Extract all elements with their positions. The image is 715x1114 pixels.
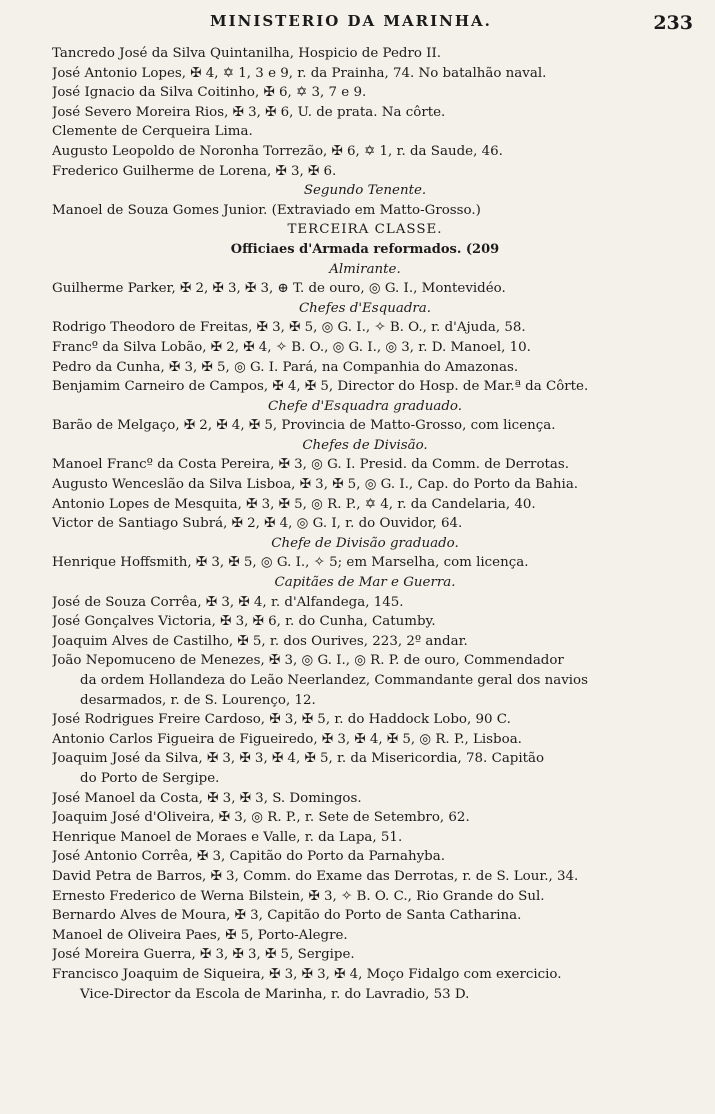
entry-line: Manoel de Oliveira Paes, ✠ 5, Porto-Alegre. <box>52 927 348 943</box>
entry-line: Joaquim Alves de Castilho, ✠ 5, r. dos Ourives, 223, 2º andar. <box>52 633 468 649</box>
entry-line: José Rodrigues Freire Cardoso, ✠ 3, ✠ 5, r. do Haddock Lobo, 90 C. <box>52 712 511 728</box>
entry-line: David Petra de Barros, ✠ 3, Comm. do Exame das Derrotas, r. de S. Lour., 34. <box>52 868 579 884</box>
running-head: MINISTERIO DA MARINHA. <box>210 12 492 30</box>
entry-line: Manoel Francº da Costa Pereira, ✠ 3, ◎ G. I. Presid. da Comm. de Derrotas. <box>52 457 570 473</box>
entry-line: Henrique Hoffsmith, ✠ 3, ✠ 5, ◎ G. I., ✧ 5; em Marselha, com licença. <box>52 555 529 571</box>
entry-line: Francisco Joaquim de Siqueira, ✠ 3, ✠ 3, ✠ 4, Moço Fidalgo com exercicio. <box>52 966 562 982</box>
entry-continuation-line: do Porto de Sergipe. <box>80 770 220 786</box>
entry-line: João Nepomuceno de Menezes, ✠ 3, ◎ G. I., ◎ R. P. de ouro, Commendador <box>52 653 564 669</box>
entry-continuation-line: Vice-Director da Escola de Marinha, r. do Lavradio, 53 D. <box>80 986 470 1002</box>
entry-line: Antonio Carlos Figueira de Figueiredo, ✠ 3, ✠ 4, ✠ 5, ◎ R. P., Lisboa. <box>52 731 522 747</box>
entry-line: Francº da Silva Lobão, ✠ 2, ✠ 4, ✧ B. O., ◎ G. I., ◎ 3, r. D. Manoel, 10. <box>52 339 531 355</box>
entry-line: Barão de Melgaço, ✠ 2, ✠ 4, ✠ 5, Provincia de Matto-Grosso, com licença. <box>52 418 556 434</box>
entry-line: Frederico Guilherme de Lorena, ✠ 3, ✠ 6. <box>52 163 337 179</box>
section-subheading: Segundo Tenente. <box>303 183 427 199</box>
class-heading: TERCEIRA CLASSE. <box>287 222 443 238</box>
entry-line: José Severo Moreira Rios, ✠ 3, ✠ 6, U. de prata. Na côrte. <box>52 104 446 120</box>
entry-line: Antonio Lopes de Mesquita, ✠ 3, ✠ 5, ◎ R. P., ✡ 4, r. da Candelaria, 40. <box>52 496 536 512</box>
entry-line: Clemente de Cerqueira Lima. <box>52 124 253 140</box>
text-body <box>52 44 702 1004</box>
entry-line: Ernesto Frederico de Werna Bilstein, ✠ 3, ✧ B. O. C., Rio Grande do Sul. <box>52 888 545 904</box>
entry-line: Augusto Wenceslão da Silva Lisboa, ✠ 3, ✠ 5, ◎ G. I., Cap. do Porto da Bahia. <box>52 477 579 493</box>
section-heading: Officiaes d'Armada reformados. (209 <box>230 241 500 257</box>
entry-line: José Manoel da Costa, ✠ 3, ✠ 3, S. Domingos. <box>52 790 362 806</box>
entry-line: Guilherme Parker, ✠ 2, ✠ 3, ✠ 3, ⊕ T. de ouro, ◎ G. I., Montevidéo. <box>52 281 506 297</box>
entry-line: José Antonio Lopes, ✠ 4, ✡ 1, 3 e 9, r. da Prainha, 74. No batalhão naval. <box>52 65 547 81</box>
entry-line: Bernardo Alves de Moura, ✠ 3, Capitão do Porto de Santa Catharina. <box>52 908 522 924</box>
entry-line: Manoel de Souza Gomes Junior. (Extraviado em Matto-Grosso.) <box>52 202 481 218</box>
entry-line: José de Souza Corrêa, ✠ 3, ✠ 4, r. d'Alfandega, 145. <box>52 594 404 610</box>
section-subheading: Chefe de Divisão graduado. <box>271 535 459 551</box>
section-subheading: Chefes d'Esquadra. <box>298 300 432 316</box>
entry-line: José Gonçalves Victoria, ✠ 3, ✠ 6, r. do Cunha, Catumby. <box>52 614 436 630</box>
entry-continuation-line: da ordem Hollandeza do Leão Neerlandez, Commandante geral dos navios <box>80 673 588 688</box>
entry-line: José Ignacio da Silva Coitinho, ✠ 6, ✡ 3, 7 e 9. <box>52 85 367 101</box>
section-subheading: Capitães de Mar e Guerra. <box>274 575 456 591</box>
entry-line: Henrique Manoel de Moraes e Valle, r. da Lapa, 51. <box>52 829 403 845</box>
entry-line: Rodrigo Theodoro de Freitas, ✠ 3, ✠ 5, ◎ G. I., ✧ B. O., r. d'Ajuda, 58. <box>52 320 526 336</box>
section-subheading: Chefe d'Esquadra graduado. <box>267 398 462 414</box>
entry-line: Tancredo José da Silva Quintanilha, Hospicio de Pedro II. <box>52 46 442 61</box>
entry-line: Augusto Leopoldo de Noronha Torrezão, ✠ 6, ✡ 1, r. da Saude, 46. <box>52 143 503 159</box>
entry-line: Joaquim José da Silva, ✠ 3, ✠ 3, ✠ 4, ✠ 5, r. da Misericordia, 78. Capitão <box>52 751 545 767</box>
section-subheading: Almirante. <box>329 261 401 277</box>
entry-line: Joaquim José d'Oliveira, ✠ 3, ◎ R. P., r. Sete de Setembro, 62. <box>52 810 470 826</box>
entry-line: Benjamim Carneiro de Campos, ✠ 4, ✠ 5, Director do Hosp. de Mar.ª da Côrte. <box>52 379 589 395</box>
page-number: 233 <box>653 12 693 34</box>
entry-line: Pedro da Cunha, ✠ 3, ✠ 5, ◎ G. I. Pará, na Companhia do Amazonas. <box>52 359 519 375</box>
entry-continuation-line: desarmados, r. de S. Lourenço, 12. <box>80 692 316 708</box>
section-subheading: Chefes de Divisão. <box>302 437 428 453</box>
page-header <box>0 12 715 38</box>
entry-line: José Antonio Corrêa, ✠ 3, Capitão do Porto da Parnahyba. <box>52 849 445 865</box>
entry-line: Victor de Santiago Subrá, ✠ 2, ✠ 4, ◎ G. I, r. do Ouvidor, 64. <box>52 516 463 532</box>
entry-line: José Moreira Guerra, ✠ 3, ✠ 3, ✠ 5, Sergipe. <box>52 947 355 963</box>
